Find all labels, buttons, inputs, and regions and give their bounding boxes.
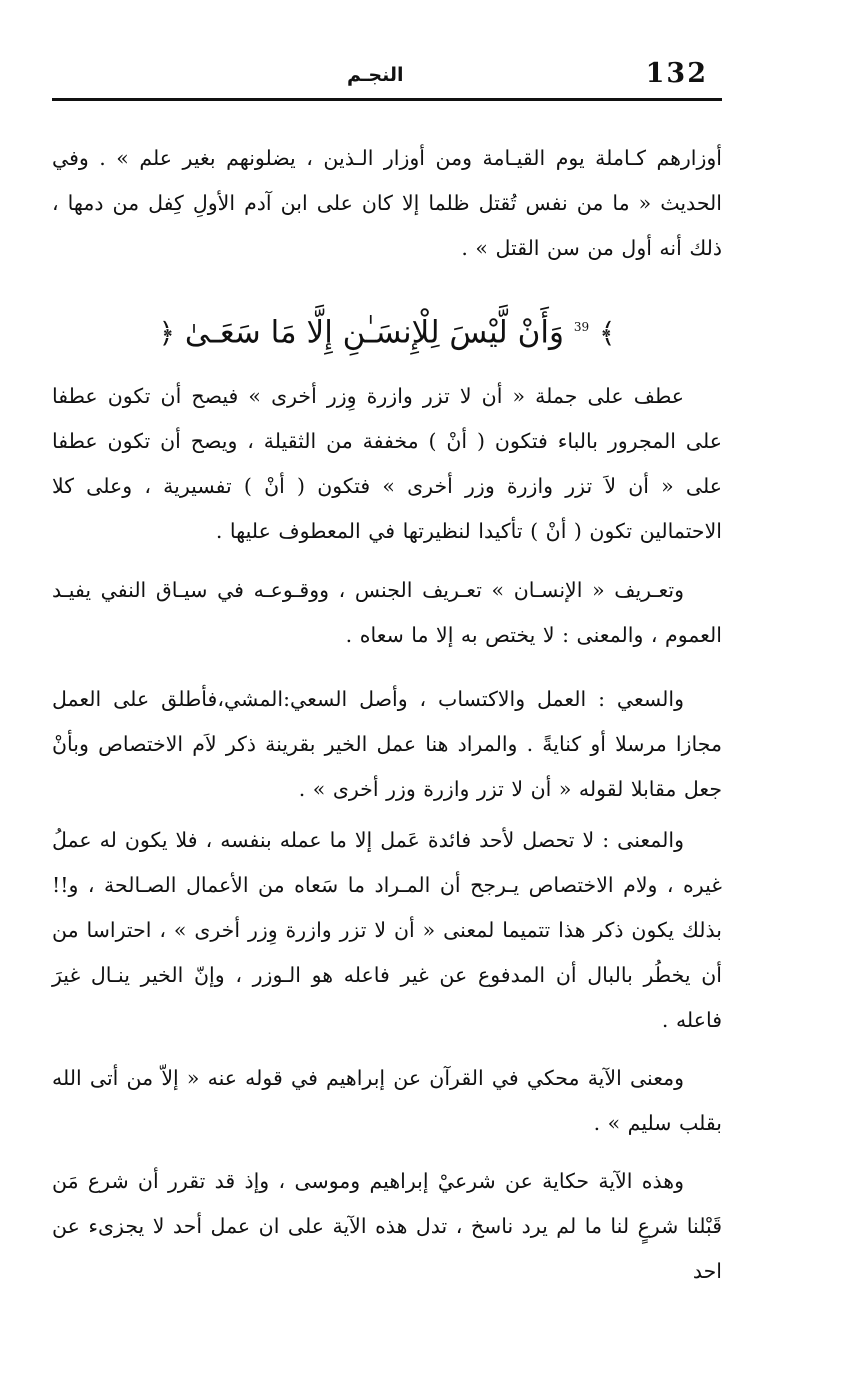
paragraph-text: والسعي : العمل والاكتساب ، وأصل السعي:المشي،فأطلق على العمل مجازا مرسلا أو كنايةً . والمراد هنا عمل الخير بقرينة ذكر لاَم الاختصاص وبأنْ جعل مقابلا لقوله « أن لا تزر وازرة وزر أخرى » . — [52, 687, 722, 801]
paragraph-striving — [52, 677, 722, 812]
paragraph-abraham — [52, 1056, 722, 1146]
paragraph-text: عطف على جملة « أن لا تزر وازرة وِزر أخرى » فيصح أن تكون عطفا على المجرور بالباء فتكون ( أنْ ) مخففة من الثقيلة ، ويصح أن تكون عطفا على « أن لاَ تزر وازرة وزر أخرى » فتكون ( أنْ ) تفسيرية ، وعلى كلا الاحتمالين تكون ( أنْ ) تأكيدا لنظيرتها في المعطوف عليها . — [52, 384, 722, 543]
header-divider — [52, 98, 722, 101]
verse-close-bracket: ﴾ — [598, 316, 616, 350]
paragraph-conjunction — [52, 374, 722, 554]
verse-number: 39 — [573, 320, 590, 334]
paragraph-intro — [52, 136, 722, 271]
paragraph-text: وهذه الآية حكاية عن شرعيْ إبراهيم وموسى ، وإذ قد تقرر أن شرع مَن قَبْلنا شرعٍ لنا ما لم يرد ناسخ ، تدل هذه الآية على ان عمل أحد لا يجزىء عن احد — [52, 1169, 722, 1283]
paragraph-definition — [52, 568, 722, 658]
running-header — [52, 56, 722, 96]
paragraph-text: وتعـريف « الإنسـان » تعـريف الجنس ، ووقـوعـه في سيـاق النفي يفيـد العموم ، والمعنى : لا يختص به إلا ما سعاه . — [52, 578, 722, 647]
paragraph-text: أوزارهم كـاملة يوم القيـامة ومن أوزار الـذين ، يضلونهم بغير علم » . وفي الحديث « ما من نفس تُقتل ظلما إلا كان على ابن آدم الأولِ كِفل من دمها ، ذلك أنه أول من سن القتل » . — [52, 146, 722, 260]
paragraph-law — [52, 1159, 722, 1294]
paragraph-text: والمعنى : لا تحصل لأحد فائدة عَمل إلا ما عمله بنفسه ، فلا يكون له عملُ غيره ، ولام الاختصاص يـرجح أن المـراد ما سَعاه من الأعمال الصـالحة ، و!!بذلك يكون ذكر هذا تتميما لمعنى « أن لا تزر وازرة وِزر أخرى » ، احتراسا من أن يخطُر بالبال أن المدفوع عن غير فاعله هو الـوزر ، وإنّ الخير ينـال غيرَ فاعله . — [52, 828, 722, 1032]
paragraph-meaning — [52, 818, 722, 1043]
quran-verse — [52, 302, 722, 362]
verse-text: وَأَنْ لَّيْسَ لِلْإِنسَـٰنِ إِلَّا مَا سَعَـىٰ — [184, 314, 564, 351]
chapter-title: النجـم — [347, 64, 404, 86]
paragraph-text: ومعنى الآية محكي في القرآن عن إبراهيم في قوله عنه « إلاّ من أتى الله بقلب سليم » . — [52, 1066, 722, 1135]
page-number: 132 — [645, 58, 708, 89]
verse-open-bracket: ﴿ — [158, 316, 176, 350]
